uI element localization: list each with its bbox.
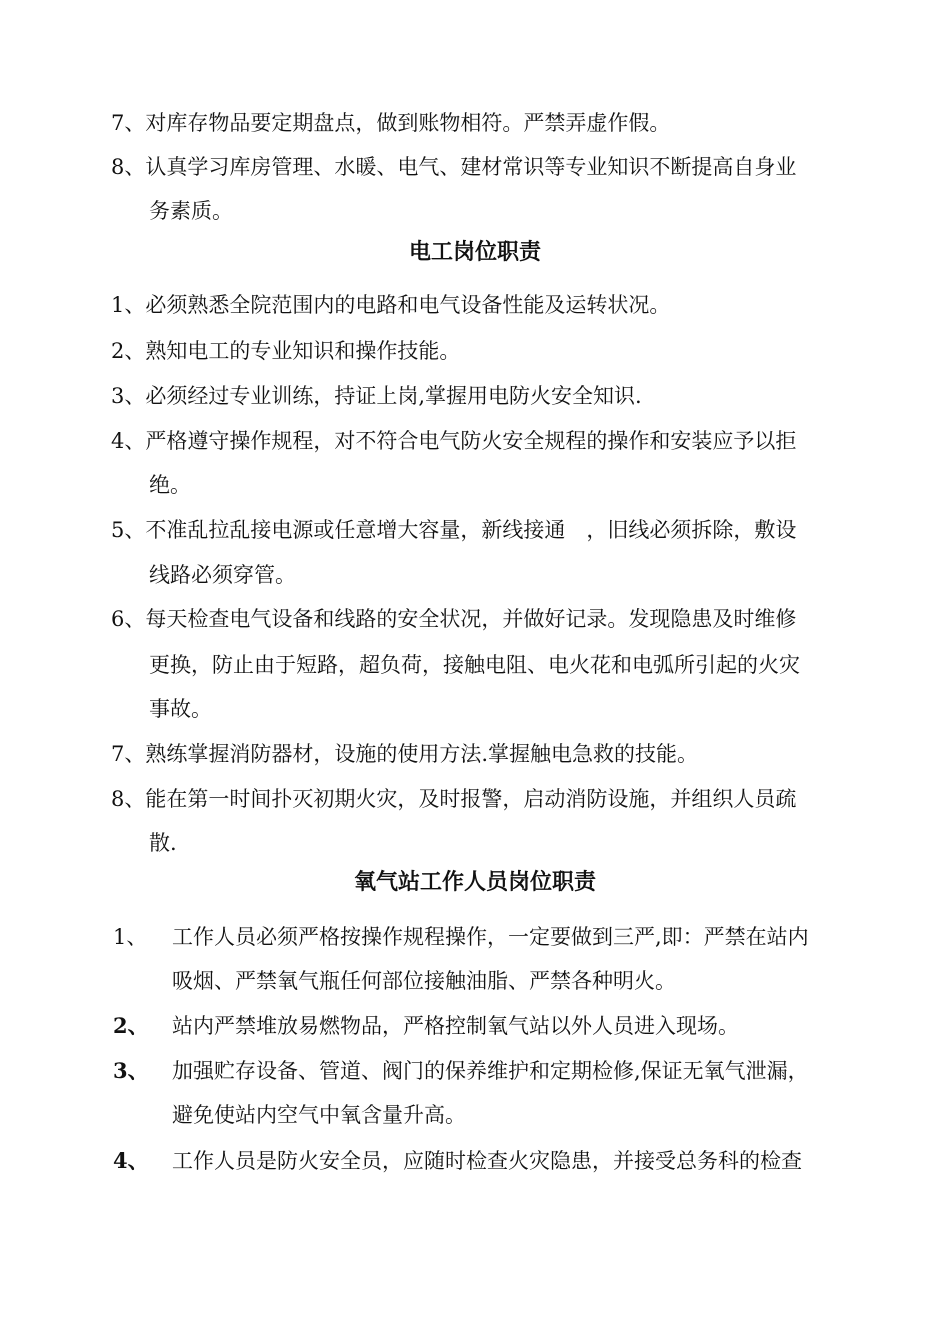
list-item-cont: 线路必须穿管。 (149, 563, 296, 587)
item-number: 4、 (113, 1148, 149, 1173)
item-text: 加强贮存设备、管道、阀门的保养维护和定期检修,保证无氧气泄漏， (172, 1059, 809, 1083)
list-item-cont: 更换，防止由于短路，超负荷，接触电阻、电火花和电弧所引起的火灾 (149, 653, 800, 677)
item-number: 6、 (111, 607, 146, 631)
item-number: 1、 (111, 293, 146, 317)
item-number: 8、 (111, 155, 146, 179)
list-item (111, 290, 670, 320)
list-item (111, 336, 460, 366)
item-text: 工作人员必须严格按操作规程操作，一定要做到三严,即：严禁在站内 (172, 925, 809, 949)
item-number: 3、 (111, 384, 146, 408)
item-text: 熟知电工的专业知识和操作技能。 (145, 339, 461, 363)
item-text: 对库存物品要定期盘点，做到账物相符。严禁弄虚作假。 (145, 111, 671, 135)
item-number: 4、 (111, 429, 146, 453)
list-item (111, 604, 796, 634)
item-text: 不准乱拉乱接电源或任意增大容量，新线接通 ，旧线必须拆除，敷设 (145, 518, 797, 542)
item-number: 3、 (113, 1058, 149, 1083)
list-item-7 (111, 108, 670, 138)
item-number: 2、 (111, 339, 146, 363)
item-text: 每天检查电气设备和线路的安全状况，并做好记录。发现隐患及时维修 (145, 607, 797, 631)
list-item-cont: 避免使站内空气中氧含量升高。 (172, 1103, 466, 1127)
item-number: 7、 (111, 742, 146, 766)
list-item-8 (111, 152, 796, 182)
item-text: 必须熟悉全院范围内的电路和电气设备性能及运转状况。 (145, 293, 671, 317)
list-item (111, 739, 698, 769)
list-item-cont: 吸烟、严禁氧气瓶任何部位接触油脂、严禁各种明火。 (172, 969, 676, 993)
list-item-cont: 绝。 (149, 473, 191, 497)
item-text: 能在第一时间扑灭初期火灾，及时报警，启动消防设施，并组织人员疏 (145, 787, 797, 811)
item-text: 认真学习库房管理、水暖、电气、建材常识等专业知识不断提高自身业 (145, 155, 797, 179)
list-item-8-cont: 务素质。 (149, 199, 233, 223)
item-number: 7、 (111, 111, 146, 135)
list-item (111, 381, 642, 411)
section-title-oxygen-station: 氧气站工作人员岗位职责 (353, 869, 596, 895)
section-title-electrician: 电工岗位职责 (408, 239, 541, 265)
item-text: 工作人员是防火安全员，应随时检查火灾隐患，并接受总务科的检查 (172, 1149, 802, 1173)
item-number: 5、 (111, 518, 146, 542)
item-number: 1、 (113, 925, 148, 949)
list-item-cont: 事故。 (149, 697, 212, 721)
item-number: 8、 (111, 787, 146, 811)
list-item-cont: 散. (149, 831, 177, 855)
item-text: 必须经过专业训练，持证上岗,掌握用电防火安全知识. (145, 384, 642, 408)
list-item (111, 515, 796, 545)
list-item (111, 784, 796, 814)
item-text: 熟练掌握消防器材，设施的使用方法.掌握触电急救的技能。 (145, 742, 699, 766)
list-item (111, 426, 796, 456)
item-text: 严格遵守操作规程，对不符合电气防火安全规程的操作和安装应予以拒 (145, 429, 797, 453)
item-number: 2、 (113, 1013, 149, 1038)
item-text: 站内严禁堆放易燃物品，严格控制氧气站以外人员进入现场。 (172, 1014, 739, 1038)
